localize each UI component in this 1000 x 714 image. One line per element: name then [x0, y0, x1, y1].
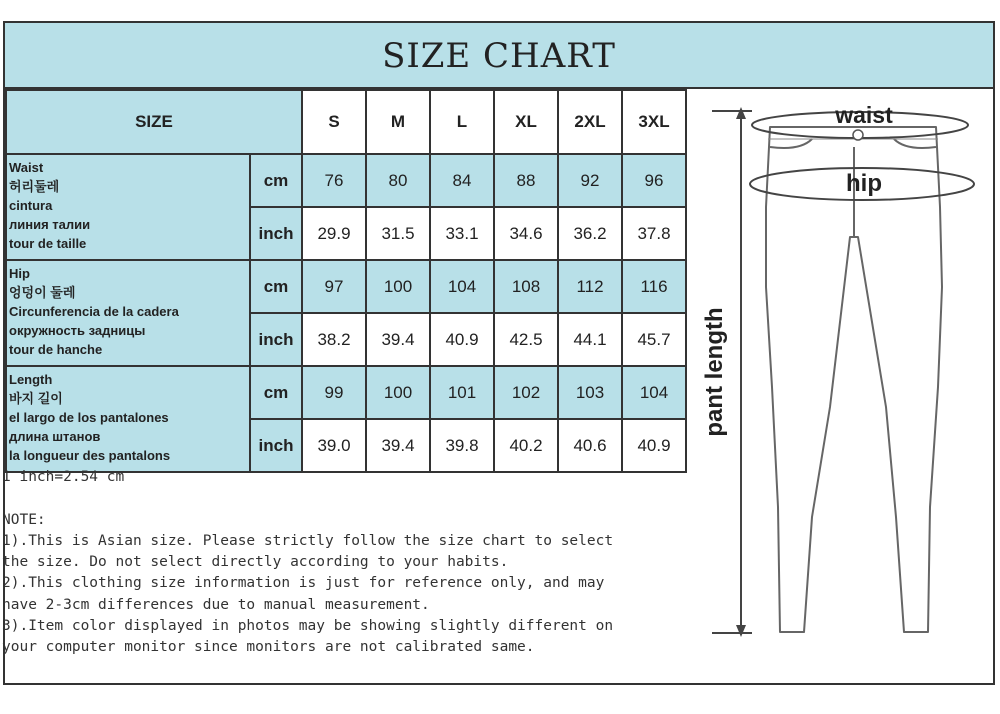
hip-label: hip	[846, 170, 882, 197]
size-table	[5, 89, 687, 473]
value-cell: 108	[494, 260, 558, 313]
value-cell: 38.2	[302, 313, 366, 366]
value-cell: 39.8	[430, 419, 494, 472]
waist-label-cell	[6, 154, 250, 260]
unit-cell: inch	[250, 419, 302, 472]
value-cell: 100	[366, 260, 430, 313]
measure-label: la longueur des pantalons	[9, 448, 171, 463]
note-line: your computer monitor since monitors are not calibrated same.	[2, 639, 535, 656]
value-cell: 96	[622, 154, 686, 207]
size-col-header: 3XL	[622, 90, 686, 154]
unit-cell: cm	[250, 260, 302, 313]
measure-label: cintura	[9, 198, 53, 213]
size-col-header: S	[302, 90, 366, 154]
measure-label: длина штанов	[9, 429, 101, 444]
value-cell: 37.8	[622, 207, 686, 260]
value-cell: 40.9	[430, 313, 494, 366]
value-cell: 88	[494, 154, 558, 207]
note-line: 2).This clothing size information is just for reference only, and may	[2, 575, 605, 592]
measure-label: 바지 길이	[9, 391, 63, 406]
value-cell: 99	[302, 366, 366, 419]
measure-label: Hip	[9, 266, 30, 281]
value-cell: 102	[494, 366, 558, 419]
value-cell: 100	[366, 366, 430, 419]
value-cell: 42.5	[494, 313, 558, 366]
measure-label: tour de hanche	[9, 342, 103, 357]
value-cell: 80	[366, 154, 430, 207]
value-cell: 92	[558, 154, 622, 207]
waist-label: waist	[835, 102, 893, 128]
measure-label: Length	[9, 372, 53, 387]
notes-block	[2, 467, 702, 659]
measure-label: 허리둘레	[9, 179, 60, 194]
hip-cm-row	[6, 260, 686, 313]
note-line: have 2-3cm differences due to manual measurement.	[2, 596, 430, 613]
pants-outline-icon	[766, 127, 942, 632]
size-col-header: XL	[494, 90, 558, 154]
note-line: 1).This is Asian size. Please strictly follow the size chart to select	[2, 532, 614, 549]
value-cell: 31.5	[366, 207, 430, 260]
unit-conversion-note: 1 inch=2.54 cm	[2, 469, 125, 485]
value-cell: 39.4	[366, 419, 430, 472]
size-header-label: SIZE	[6, 90, 302, 154]
value-cell: 97	[302, 260, 366, 313]
measure-label: el largo de los pantalones	[9, 410, 169, 425]
size-col-header: 2XL	[558, 90, 622, 154]
value-cell: 103	[558, 366, 622, 419]
value-cell: 33.1	[430, 207, 494, 260]
size-header-row	[6, 90, 686, 154]
waist-cm-row	[6, 154, 686, 207]
value-cell: 29.9	[302, 207, 366, 260]
value-cell: 44.1	[558, 313, 622, 366]
value-cell: 39.0	[302, 419, 366, 472]
hip-label-cell	[6, 260, 250, 366]
length-cm-row	[6, 366, 686, 419]
length-label-cell	[6, 366, 250, 472]
value-cell: 40.2	[494, 419, 558, 472]
value-cell: 40.6	[558, 419, 622, 472]
pants-diagram	[690, 87, 990, 677]
value-cell: 36.2	[558, 207, 622, 260]
measure-label: Waist	[9, 160, 44, 175]
value-cell: 76	[302, 154, 366, 207]
unit-cell: inch	[250, 313, 302, 366]
note-line: the size. Do not select directly according to your habits.	[2, 554, 509, 571]
value-cell: 34.6	[494, 207, 558, 260]
unit-cell: cm	[250, 154, 302, 207]
value-cell: 104	[622, 366, 686, 419]
measure-label: 엉덩이 둘레	[9, 285, 76, 300]
value-cell: 40.9	[622, 419, 686, 472]
unit-cell: inch	[250, 207, 302, 260]
size-col-header: M	[366, 90, 430, 154]
size-col-header: L	[430, 90, 494, 154]
size-chart-title: SIZE CHART	[5, 23, 993, 89]
note-heading: NOTE:	[2, 511, 46, 528]
value-cell: 104	[430, 260, 494, 313]
value-cell: 112	[558, 260, 622, 313]
measure-label: окружность задницы	[9, 323, 146, 338]
value-cell: 84	[430, 154, 494, 207]
measure-label: линия талии	[9, 217, 91, 232]
value-cell: 116	[622, 260, 686, 313]
measure-label: tour de taille	[9, 236, 87, 251]
value-cell: 45.7	[622, 313, 686, 366]
value-cell: 101	[430, 366, 494, 419]
spacer	[2, 488, 702, 509]
measure-label: Circunferencia de la cadera	[9, 304, 179, 319]
value-cell: 39.4	[366, 313, 430, 366]
unit-cell: cm	[250, 366, 302, 419]
pant-length-label: pant length	[701, 307, 728, 437]
note-line: 3).Item color displayed in photos may be showing slightly different on	[2, 618, 614, 635]
